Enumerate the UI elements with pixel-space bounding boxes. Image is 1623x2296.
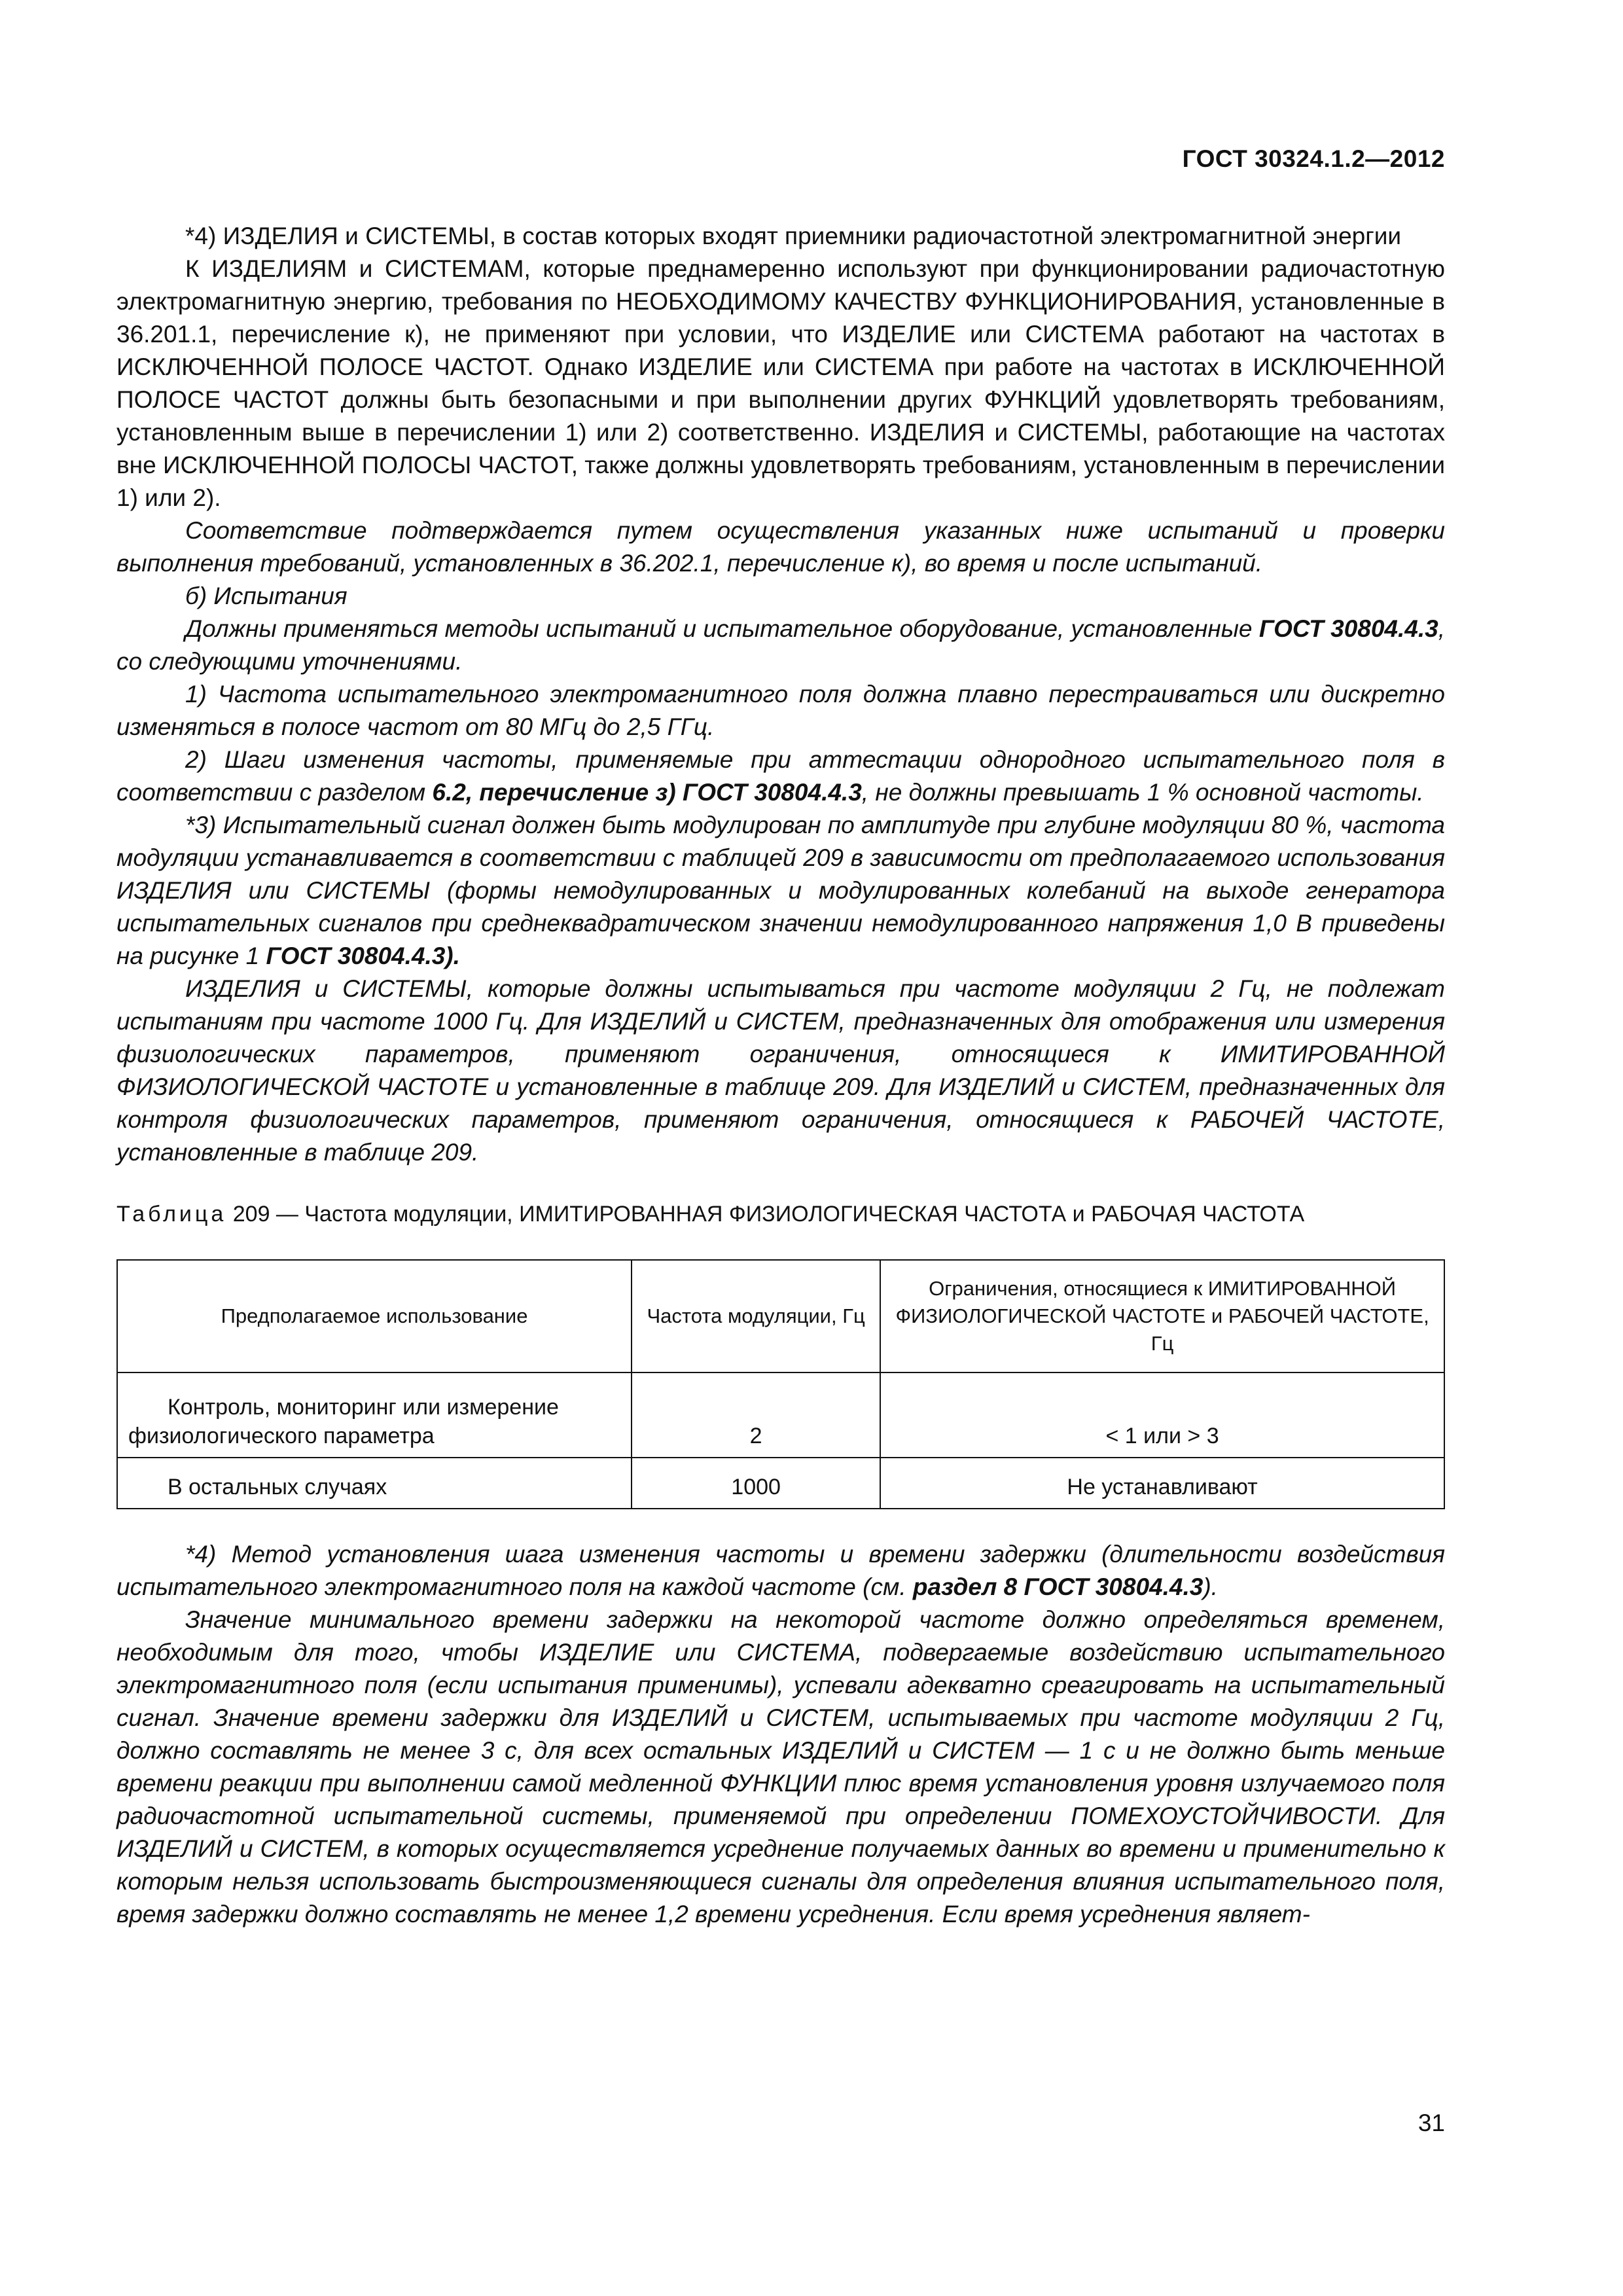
table-header-cell: Частота модуляции, Гц: [632, 1260, 880, 1372]
paragraph-item-4: *4) ИЗДЕЛИЯ и СИСТЕМЫ, в состав которых входят приемники радиочастотной электромагнитной энергии: [185, 223, 1402, 249]
paragraph-modulation-limits: ИЗДЕЛИЯ и СИСТЕМЫ, которые должны испытываться при частоте модуляции 2 Гц, не подлежат испытаниям при частоте 1000 Гц. Для ИЗДЕЛИЙ и СИСТЕМ, предназначенных для отображения или измерения физиологических параметров, применяют ограничения, относящиеся к ИМИТИРОВАННОЙ ФИЗИОЛОГИЧЕСКОЙ ЧАСТОТЕ и установленные в таблице 209. Для ИЗДЕЛИЙ и СИСТЕМ, предназначенных для контроля физиологических параметров, применяют ограничения, относящиеся к РАБОЧЕЙ ЧАСТОТЕ, установленные в таблице 209.: [116, 975, 1445, 1166]
document-header: ГОСТ 30324.1.2—2012: [1182, 145, 1445, 172]
page-number: 31: [1418, 2109, 1445, 2136]
paragraph-test-2: 2) Шаги изменения частоты, применяемые при аттестации однородного испытательного поля в соответствии с разделом 6.2, перечисление з) ГОСТ 30804.4.3, не должны превышать 1 % основной частоты.: [116, 746, 1445, 806]
table-header-cell: Ограничения, относящиеся к ИМИТИРОВАННОЙ ФИЗИОЛОГИЧЕСКОЙ ЧАСТОТЕ и РАБОЧЕЙ ЧАСТОТЕ, Гц: [880, 1260, 1444, 1372]
paragraph-compliance: Соответствие подтверждается путем осуществления указанных ниже испытаний и проверки выполнения требований, установленных в 36.202.1, перечисление к), во время и после испытаний.: [116, 517, 1445, 577]
table-cell: В остальных случаях: [117, 1458, 632, 1509]
standard-reference: раздел 8 ГОСТ 30804.4.3: [912, 1573, 1204, 1600]
table-row: [117, 1372, 1444, 1458]
standard-reference: ГОСТ 30804.4.3).: [266, 942, 460, 969]
paragraph-test-3: *3) Испытательный сигнал должен быть модулирован по амплитуде при глубине модуляции 80 %, частота модуляции устанавливается в соответствии с таблицей 209 в зависимости от предполагаемого использования ИЗДЕЛИЯ или СИСТЕМЫ (формы немодулированных и модулированных колебаний на выходе генератора испытательных сигналов при среднеквадратическом значении немодулированного напряжения 1,0 В приведены на рисунке 1 ГОСТ 30804.4.3).: [116, 812, 1445, 969]
document-body: [116, 220, 1445, 1931]
paragraph-emc-requirements: К ИЗДЕЛИЯМ и СИСТЕМАМ, которые преднамеренно используют при функционировании радиочастотную электромагнитную энергию, требования по НЕОБХОДИМОМУ КАЧЕСТВУ ФУНКЦИОНИРОВАНИЯ, установленные в 36.201.1, перечисление к), не применяют при условии, что ИЗДЕЛИЕ или СИСТЕМА работают на частотах в ИСКЛЮЧЕННОЙ ПОЛОСЕ ЧАСТОТ. Однако ИЗДЕЛИЕ или СИСТЕМА при работе на частотах в ИСКЛЮЧЕННОЙ ПОЛОСЕ ЧАСТОТ должны быть безопасными и при выполнении других ФУНКЦИЙ удовлетворять требованиям, установленным выше в перечислении 1) или 2) соответственно. ИЗДЕЛИЯ и СИСТЕМЫ, работающие на частотах вне ИСКЛЮЧЕННОЙ ПОЛОСЫ ЧАСТОТ, также должны удовлетворять требованиям, установленным в перечислении 1) или 2).: [116, 255, 1445, 511]
table-cell: 2: [632, 1372, 880, 1458]
table-caption: Таблица 209 — Частота модуляции, ИМИТИРОВАННАЯ ФИЗИОЛОГИЧЕСКАЯ ЧАСТОТА и РАБОЧАЯ ЧАСТОТА: [116, 1202, 1305, 1227]
standard-reference: 6.2, перечисление з) ГОСТ 30804.4.3: [432, 779, 862, 806]
table-cell: Контроль, мониторинг или измерение физиологического параметра: [117, 1372, 632, 1458]
table-cell: 1000: [632, 1458, 880, 1509]
paragraph-tests-heading: б) Испытания: [185, 583, 348, 609]
modulation-table: [116, 1259, 1445, 1509]
paragraph-dwell-time: Значение минимального времени задержки на некоторой частоте должно определяться временем, необходимым для того, чтобы ИЗДЕЛИЕ или СИСТЕМА, подвергаемые воздействию испытательного электромагнитного поля (если испытания применимы), успевали адекватно среагировать на испытательный сигнал. Значение времени задержки для ИЗДЕЛИЙ и СИСТЕМ, испытываемых при частоте модуляции 2 Гц, должно составлять не менее 3 с, для всех остальных ИЗДЕЛИЙ и СИСТЕМ — 1 с и не должно быть меньше времени реакции при выполнении самой медленной ФУНКЦИИ плюс время установления уровня излучаемого поля радиочастотной испытательной системы, применяемой при определении ПОМЕХОУСТОЙЧИВОСТИ. Для ИЗДЕЛИЙ и СИСТЕМ, в которых осуществляется усреднение получаемых данных во времени и применительно к которым нельзя использовать быстроизменяющиеся сигналы для определения влияния испытательного поля, время задержки должно составлять не менее 1,2 времени усреднения. Если время усреднения являет-: [116, 1606, 1445, 1928]
paragraph-test-1: 1) Частота испытательного электромагнитного поля должна плавно перестраиваться или дискретно изменяться в полосе частот от 80 МГц до 2,5 ГГц.: [116, 681, 1445, 740]
paragraph-step-method: *4) Метод установления шага изменения частоты и времени задержки (длительности воздействия испытательного электромагнитного поля на каждой частоте (см. раздел 8 ГОСТ 30804.4.3).: [116, 1541, 1445, 1600]
standard-reference: ГОСТ 30804.4.3: [1258, 615, 1438, 642]
table-row: [117, 1458, 1444, 1509]
paragraph-test-methods: Должны применяться методы испытаний и испытательное оборудование, установленные ГОСТ 30804.4.3, со следующими уточнениями.: [116, 615, 1445, 675]
table-header-cell: Предполагаемое использование: [117, 1260, 632, 1372]
table-cell: Не устанавливают: [880, 1458, 1444, 1509]
table-cell: < 1 или > 3: [880, 1372, 1444, 1458]
table-header-row: [117, 1260, 1444, 1372]
